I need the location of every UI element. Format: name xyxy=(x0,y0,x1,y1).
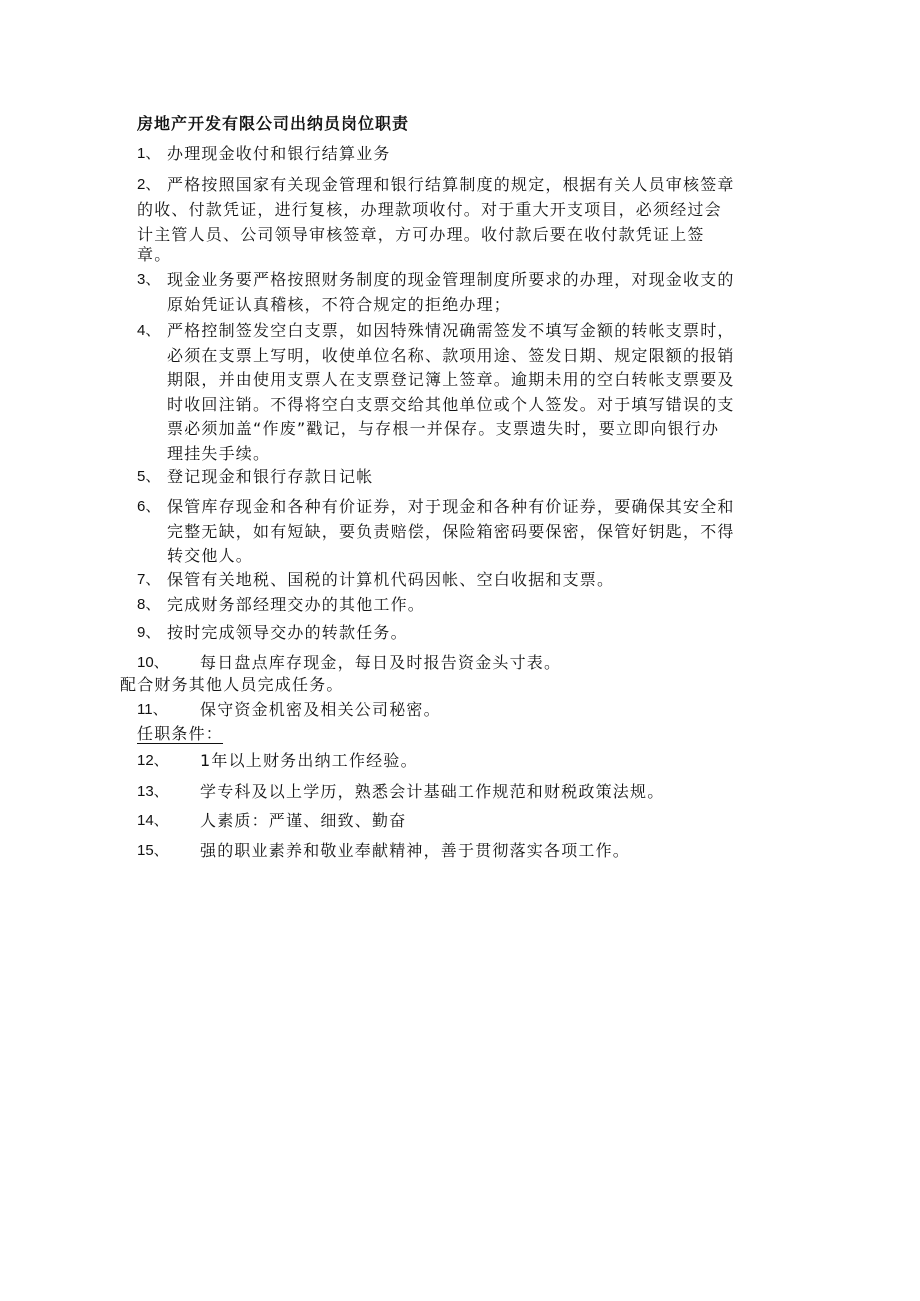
item-line: 原始凭证认真稽核，不符合规定的拒绝办理； xyxy=(167,295,512,314)
requirement-number: 15、 xyxy=(137,842,169,859)
item-line: 票必须加盖“作废”戳记，与存根一并保存。支票遗失时，要立即向银行办 xyxy=(167,419,720,438)
item-line: 理挂失手续。 xyxy=(167,444,271,463)
item-line: 按时完成领导交办的转款任务。 xyxy=(167,623,408,642)
item-number: 1、 xyxy=(137,145,161,162)
requirement-number: 13、 xyxy=(137,783,169,800)
requirement-text: 强的职业素养和敬业奉献精神，善于贯彻落实各项工作。 xyxy=(200,841,631,860)
item-number: 3、 xyxy=(137,271,161,288)
item-line: 转交他人。 xyxy=(167,546,254,565)
item-line: 的收、付款凭证，进行复核，办理款项收付。对于重大开支项目，必须经过会 xyxy=(137,200,722,219)
item-line: 登记现金和银行存款日记帐 xyxy=(167,467,374,486)
item-line: 保管库存现金和各种有价证券，对于现金和各种有价证券，要确保其安全和 xyxy=(167,497,735,516)
item-line: 配合财务其他人员完成任务。 xyxy=(120,675,344,694)
document-title: 房地产开发有限公司出纳员岗位职责 xyxy=(137,114,410,133)
item-line: 每日盘点库存现金，每日及时报告资金头寸表。 xyxy=(200,653,562,672)
item-number: 8、 xyxy=(137,596,161,613)
requirement-number: 12、 xyxy=(137,752,169,769)
item-line: 期限，并由使用支票人在支票登记簿上签章。逾期未用的空白转帐支票要及 xyxy=(167,370,735,389)
item-line: 严格控制签发空白支票，如因特殊情况确需签发不填写金额的转帐支票时， xyxy=(167,321,735,340)
item-line: 严格按照国家有关现金管理和银行结算制度的规定，根据有关人员审核签章 xyxy=(167,175,735,194)
requirements-title: 任职条件： xyxy=(137,724,224,743)
item-number: 10、 xyxy=(137,654,169,671)
item-number: 11、 xyxy=(137,701,168,718)
item-number: 6、 xyxy=(137,498,161,515)
item-line: 必须在支票上写明，收使单位名称、款项用途、签发日期、规定限额的报销 xyxy=(167,346,735,365)
item-line: 完成财务部经理交办的其他工作。 xyxy=(167,595,426,614)
item-line: 完整无缺，如有短缺，要负责赔偿，保险箱密码要保密，保管好钥匙，不得 xyxy=(167,522,735,541)
item-number: 4、 xyxy=(137,322,161,339)
item-number: 5、 xyxy=(137,468,161,485)
item-line: 保管有关地税、国税的计算机代码因帐、空白收据和支票。 xyxy=(167,570,615,589)
item-line: 保守资金机密及相关公司秘密。 xyxy=(200,700,441,719)
item-number: 9、 xyxy=(137,624,161,641)
requirement-text: 学专科及以上学历，熟悉会计基础工作规范和财税政策法规。 xyxy=(200,782,665,801)
item-line: 章。 xyxy=(137,245,172,264)
item-line: 时收回注销。不得将空白支票交给其他单位或个人签发。对于填写错误的支 xyxy=(167,395,735,414)
item-number: 7、 xyxy=(137,571,161,588)
requirement-text: 人素质：严谨、细致、勤奋 xyxy=(200,811,407,830)
item-line: 办理现金收付和银行结算业务 xyxy=(167,144,391,163)
requirement-text: 1年以上财务出纳工作经验。 xyxy=(200,751,418,770)
requirement-number: 14、 xyxy=(137,812,169,829)
item-number: 2、 xyxy=(137,176,161,193)
item-line: 现金业务要严格按照财务制度的现金管理制度所要求的办理，对现金收支的 xyxy=(167,270,735,289)
item-line: 计主管人员、公司领导审核签章，方可办理。收付款后要在收付款凭证上签 xyxy=(137,225,705,244)
